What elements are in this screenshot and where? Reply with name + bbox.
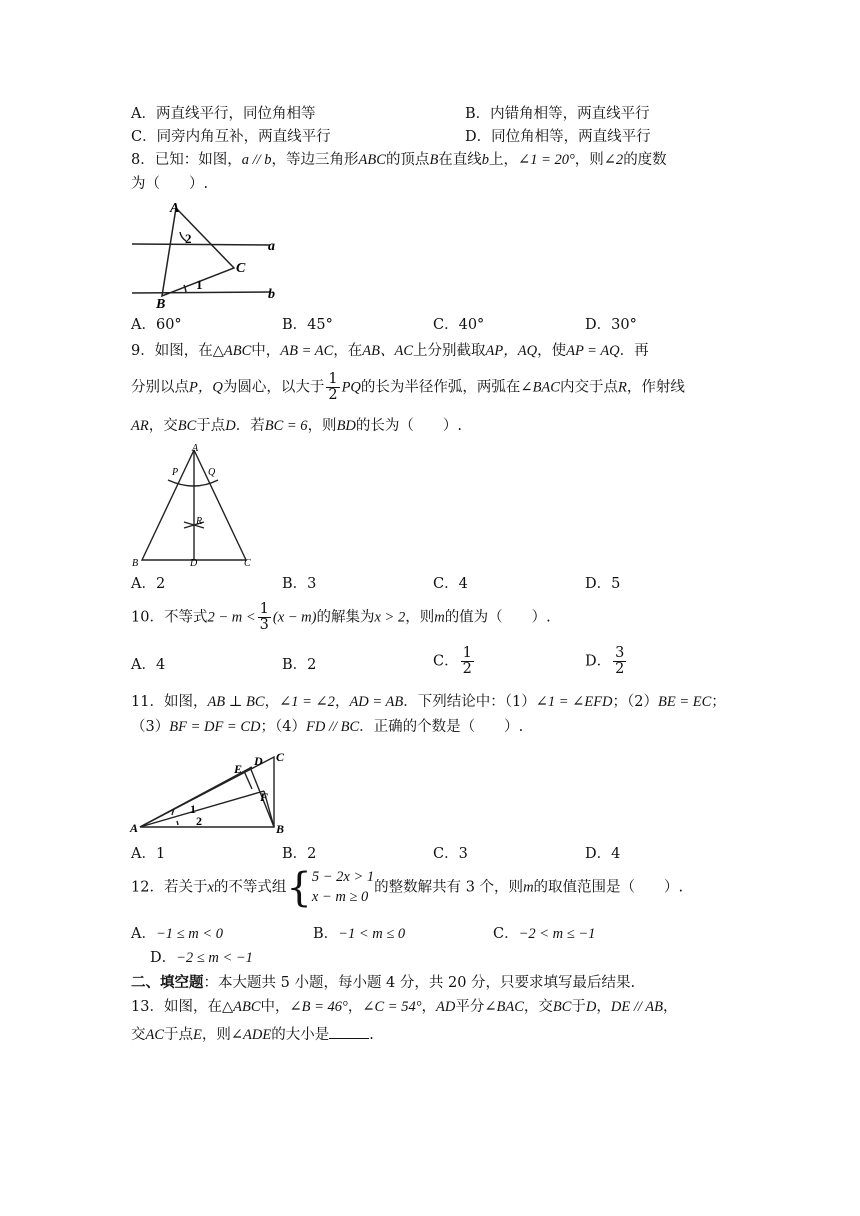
q11-option-b: B．2	[282, 846, 317, 862]
q8-stem-line2: 为（ ）.	[131, 176, 209, 192]
q13-stem-line1: 13．如图，在△ABC中，∠B = 46°，∠C = 54°，AD平分∠BAC，交BC于D，DE // AB，	[131, 999, 678, 1015]
q8-option-c: C．40°	[433, 317, 485, 333]
q10-stem: 10．不等式2 − m < $\frac{1}{3}$ (x − m)的解集为x > 2，则m的值为（ ）.	[131, 601, 551, 634]
q11-label-f: F	[260, 790, 269, 804]
q8-stem-line1: 8．已知：如图，a // b，等边三角形ABC的顶点B在直线b上，∠1 = 20°，则∠2的度数	[131, 152, 667, 168]
q9-label-p: P	[172, 467, 179, 478]
q9-option-a: A．2	[131, 576, 166, 592]
q10-option-b: B．2	[282, 657, 317, 673]
q11-label-d: D	[254, 754, 263, 768]
q9-label-r: R	[196, 516, 203, 527]
q12-stem: 12．若关于x的不等式组{ 5 − 2x > 1 x − m ≥ 0 的整数解共有 3 个，则m的取值范围是（ ）.	[131, 865, 684, 911]
q9-label-b: B	[132, 558, 139, 568]
q9-label-a: A	[192, 443, 199, 454]
q8-label-angle1: 1	[196, 277, 203, 292]
q8-figure	[128, 196, 288, 312]
q8-option-b: B．45°	[282, 317, 333, 333]
q11-option-a: A．1	[131, 846, 166, 862]
q8-label-line-b: b	[268, 287, 275, 302]
q11-label-c: C	[276, 750, 285, 764]
q9-label-d: D	[190, 558, 198, 568]
q9-option-b: B．3	[282, 576, 317, 592]
q11-stem-line2: （3）BF = DF = CD；（4）FD // BC．正确的个数是（ ）.	[131, 719, 524, 735]
q8-label-line-a: a	[268, 239, 275, 254]
q12-option-d: D．−2 ≤ m < −1	[150, 950, 253, 966]
q11-label-angle2: 2	[196, 814, 202, 828]
q8-label-angle2: 2	[185, 231, 192, 246]
q13-stem-line2: 交AC于点E，则∠ADE的大小是 .	[131, 1024, 374, 1044]
q13-answer-blank[interactable]	[329, 1024, 369, 1039]
q11-option-c: C．3	[433, 846, 468, 862]
q11-stem-line1: 11．如图，AB ⊥ BC，∠1 = ∠2，AD = AB．下列结论中：（1）∠1 = ∠EFD；（2）BE = EC；	[131, 694, 726, 710]
q10-option-a: A．4	[131, 657, 166, 673]
q10-option-c: C． $\frac{1}{2}$	[433, 645, 472, 678]
q9-figure	[128, 442, 268, 568]
q11-label-e: E	[234, 762, 243, 776]
q11-option-d: D．4	[585, 846, 621, 862]
q12-option-a: A．−1 ≤ m < 0	[131, 926, 223, 942]
q11-label-a: A	[130, 821, 139, 835]
q12-option-c: C．−2 < m ≤ −1	[493, 926, 596, 942]
q9-label-c: C	[244, 558, 251, 568]
q7-option-c: C．同旁内角互补，两直线平行	[131, 129, 331, 145]
q9-stem-line2: 分别以点P，Q为圆心，以大于 $\frac{1}{2}$ PQ的长为半径作弧，两弧在∠BAC内交于点R，作射线	[131, 371, 685, 404]
q8-label-a-point: A	[170, 201, 180, 216]
q9-stem-line1: 9．如图，在△ABC中，AB = AC，在AB、AC上分别截取AP，AQ，使AP = AQ．再	[131, 343, 649, 359]
q11-label-angle1: 1	[190, 802, 196, 816]
q9-label-q: Q	[208, 467, 216, 478]
q9-stem-line3: AR，交BC于点D．若BC = 6，则BD的长为（ ）.	[131, 418, 463, 434]
q10-option-d: D． $\frac{3}{2}$	[585, 645, 625, 678]
q11-figure	[128, 745, 292, 837]
q11-label-b: B	[276, 822, 285, 836]
q7-option-d: D．同位角相等，两直线平行	[465, 129, 651, 145]
q8-option-a: A．60°	[131, 317, 182, 333]
q8-option-d: D．30°	[585, 317, 637, 333]
q8-label-c: C	[236, 261, 246, 276]
q8-label-b-point: B	[156, 297, 166, 312]
q7-option-a: A．两直线平行，同位角相等	[131, 106, 316, 122]
q7-option-b: B．内错角相等，两直线平行	[465, 106, 650, 122]
q9-option-d: D．5	[585, 576, 621, 592]
q12-option-b: B．−1 < m ≤ 0	[313, 926, 406, 942]
section-2-heading: 二、填空题：本大题共 5 小题，每小题 4 分，共 20 分，只要求填写最后结果.	[131, 974, 636, 991]
q9-option-c: C．4	[433, 576, 468, 592]
